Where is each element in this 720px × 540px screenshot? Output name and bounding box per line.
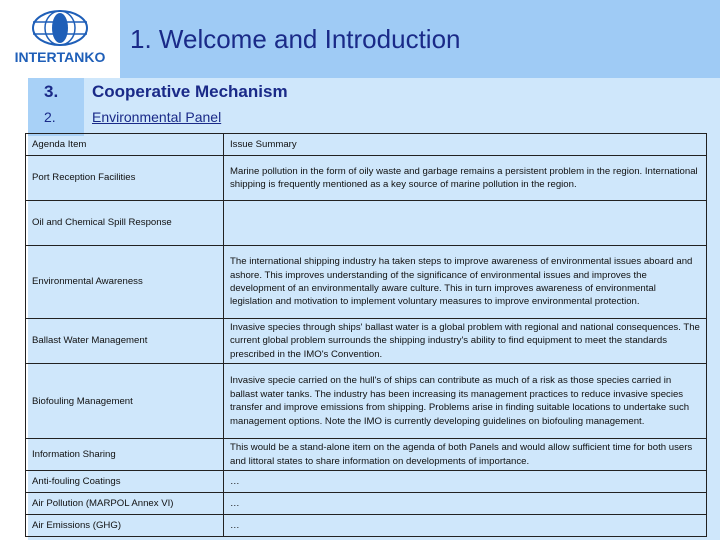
issue-summary: … (224, 493, 707, 515)
table-row (26, 493, 707, 515)
section-label: Cooperative Mechanism (92, 82, 288, 101)
table-row (26, 201, 707, 246)
issue-summary: … (224, 471, 707, 493)
svg-text:INTERTANKO: INTERTANKO (14, 49, 106, 65)
issue-summary: This would be a stand-alone item on the agenda of both Panels and would allow sufficient time for both users and littoral states to share information on developments of importance. (224, 439, 707, 471)
agenda-item: Environmental Awareness (26, 246, 224, 319)
agenda-item: Oil and Chemical Spill Response (26, 201, 224, 246)
agenda-table (25, 133, 707, 537)
issue-summary: Invasive species through ships' ballast water is a global problem with regional and national consequences. The current global problem surrounds the shipping industry's ability to find equipment to meet the standards prescribed in the IMO's Convention. (224, 319, 707, 364)
agenda-item: Air Emissions (GHG) (26, 515, 224, 537)
header-issue-summary: Issue Summary (224, 134, 707, 156)
section-number: 3. (44, 82, 59, 101)
agenda-item: Anti-fouling Coatings (26, 471, 224, 493)
issue-summary: … (224, 515, 707, 537)
table-row (26, 246, 707, 319)
table-row (26, 364, 707, 439)
subsection-number: 2. (44, 109, 56, 125)
table-row (26, 156, 707, 201)
globe-icon (4, 8, 116, 68)
issue-summary: Marine pollution in the form of oily waste and garbage remains a persistent problem in the region. International shipping is frequently mentioned as a key source of marine pollution in the region. (224, 156, 707, 201)
table-header-row (26, 134, 707, 156)
issue-summary: The international shipping industry ha taken steps to improve awareness of environmental issues aboard and ashore. This improves understanding of the significance of environmental issues and improves the development of an environmentally aware culture. This in turn improves awareness of environmental legislation and motivation to implement voluntary measures to improve environmental protection. (224, 246, 707, 319)
agenda-item: Port Reception Facilities (26, 156, 224, 201)
subsection-link[interactable]: Environmental Panel (92, 109, 222, 125)
agenda-item: Air Pollution (MARPOL Annex VI) (26, 493, 224, 515)
intertanko-logo (4, 8, 116, 68)
table-row (26, 471, 707, 493)
table-row (26, 515, 707, 537)
issue-summary: Invasive specie carried on the hull's of ships can contribute as much of a risk as those species carried in ballast water tanks. The industry has been increasing its management practices to reduce invasive species transfer and improve emissions from shipping. Problems arise in finding suitable locations to undertake such management options. Note the IMO is currently developing guidelines on biofouling management. (224, 364, 707, 439)
table-row (26, 319, 707, 364)
agenda-item: Biofouling Management (26, 364, 224, 439)
agenda-item: Ballast Water Management (26, 319, 224, 364)
header-agenda-item: Agenda Item (26, 134, 224, 156)
agenda-item: Information Sharing (26, 439, 224, 471)
table-row (26, 439, 707, 471)
slide-title: 1. Welcome and Introduction (130, 24, 461, 54)
issue-summary (224, 201, 707, 246)
